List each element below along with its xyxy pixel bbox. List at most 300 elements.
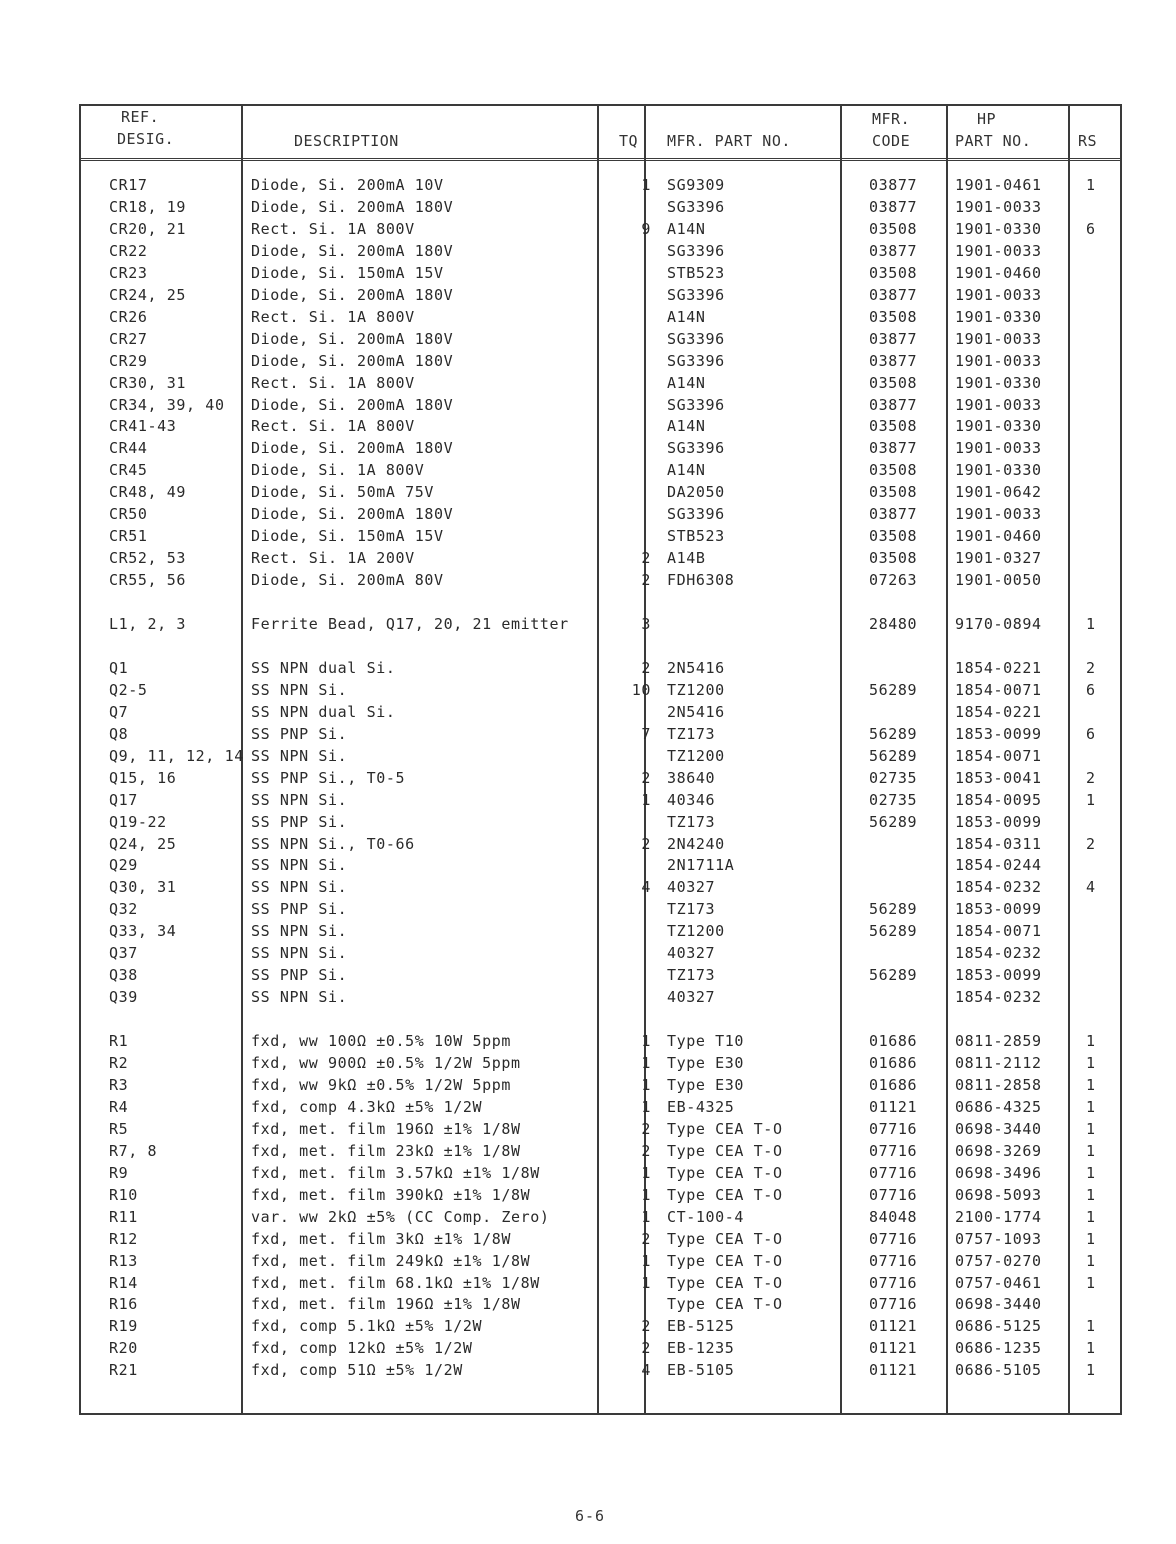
cell-mfr-part-no: SG3396 [667,285,725,304]
cell-hp-part-no: 0811-2858 [955,1075,1042,1094]
cell-rs: 1 [1086,176,1096,194]
cell-ref: CR30, 31 [109,373,187,392]
cell-hp-part-no: 1854-0071 [955,746,1042,765]
cell-mfr-part-no: SG3396 [667,351,725,370]
cell-ref: Q37 [109,944,138,963]
cell-hp-part-no: 1854-0232 [955,878,1042,897]
cell-ref: CR44 [109,439,148,458]
cell-ref: CR51 [109,527,148,546]
cell-description: SS PNP Si. [251,724,348,743]
cell-description: SS NPN Si., T0-66 [251,834,415,853]
cell-mfr-part-no: 38640 [667,768,716,787]
cell-ref: CR41-43 [109,417,177,436]
cell-mfr-code: 07716 [869,1163,918,1182]
cell-tq: 1 [641,1075,651,1094]
cell-ref: R1 [109,1032,129,1051]
cell-ref: CR20, 21 [109,219,187,238]
cell-description: fxd, met. film 3kΩ ±1% 1/8W [251,1229,512,1248]
cell-ref: CR18, 19 [109,197,187,216]
cell-ref: R11 [109,1207,138,1226]
header-mfr-part-no: MFR. PART NO. [667,132,791,150]
cell-mfr-part-no: SG3396 [667,395,725,414]
cell-mfr-part-no: 40327 [667,944,716,963]
cell-tq: 1 [641,1032,651,1051]
cell-tq: 2 [641,1229,651,1248]
cell-mfr-code: 07716 [869,1273,918,1292]
cell-tq: 1 [641,1185,651,1204]
cell-hp-part-no: 1854-0071 [955,680,1042,699]
cell-hp-part-no: 0757-0461 [955,1273,1042,1292]
cell-ref: R3 [109,1075,129,1094]
cell-ref: CR50 [109,505,148,524]
cell-rs: 2 [1086,768,1096,787]
cell-description: SS NPN Si. [251,680,348,699]
cell-rs: 1 [1086,1317,1096,1336]
cell-ref: R13 [109,1251,138,1270]
cell-description: Diode, Si. 200mA 180V [251,197,454,216]
cell-hp-part-no: 1901-0327 [955,549,1042,568]
cell-mfr-code: 02735 [869,768,918,787]
cell-description: Diode, Si. 200mA 180V [251,241,454,260]
cell-ref: CR23 [109,263,148,282]
cell-hp-part-no: 0686-5125 [955,1317,1042,1336]
cell-mfr-code: 07716 [869,1251,918,1270]
cell-mfr-code: 56289 [869,966,918,985]
cell-hp-part-no: 0686-1235 [955,1339,1042,1358]
cell-hp-part-no: 1854-0071 [955,922,1042,941]
cell-ref: CR48, 49 [109,483,187,502]
cell-hp-part-no: 0698-3440 [955,1295,1042,1314]
cell-mfr-part-no: SG3396 [667,329,725,348]
cell-ref: Q9, 11, 12, 14 [109,746,244,765]
cell-hp-part-no: 0698-3496 [955,1163,1042,1182]
cell-tq: 2 [641,1141,651,1160]
cell-description: Diode, Si. 1A 800V [251,461,425,480]
cell-ref: CR34, 39, 40 [109,395,225,414]
header-rule [81,158,1120,161]
cell-hp-part-no: 1853-0041 [955,768,1042,787]
cell-mfr-code: 03877 [869,197,918,216]
cell-ref: Q30, 31 [109,878,177,897]
cell-ref: CR17 [109,176,148,194]
cell-description: Rect. Si. 1A 800V [251,373,415,392]
cell-tq: 7 [641,724,651,743]
cell-mfr-part-no: DA2050 [667,483,725,502]
cell-mfr-part-no: Type CEA T-O [667,1185,783,1204]
cell-mfr-code: 03877 [869,176,918,194]
cell-mfr-part-no: 40327 [667,988,716,1007]
cell-mfr-part-no: EB-5105 [667,1361,735,1380]
header-tq: TQ [619,132,639,150]
cell-mfr-part-no: TZ173 [667,966,716,985]
cell-hp-part-no: 1901-0330 [955,219,1042,238]
cell-description: SS NPN dual Si. [251,658,396,677]
cell-description: Rect. Si. 1A 800V [251,417,415,436]
cell-tq: 9 [641,219,651,238]
cell-mfr-part-no: SG3396 [667,439,725,458]
cell-mfr-part-no: Type T10 [667,1032,745,1051]
cell-rs: 1 [1086,1229,1096,1248]
cell-mfr-code: 01686 [869,1054,918,1072]
cell-description: SS PNP Si., T0-5 [251,768,406,787]
header-mfr-line1: MFR. [872,110,911,128]
cell-description: fxd, comp 12kΩ ±5% 1/2W [251,1339,473,1358]
cell-ref: Q1 [109,658,129,677]
header-mfr-code [872,108,910,152]
cell-description: Diode, Si. 200mA 10V [251,176,444,194]
cell-hp-part-no: 0686-5105 [955,1361,1042,1380]
cell-mfr-part-no: SG3396 [667,197,725,216]
cell-ref: R4 [109,1097,129,1116]
cell-mfr-part-no: Type CEA T-O [667,1119,783,1138]
cell-hp-part-no: 1853-0099 [955,812,1042,831]
cell-description: Rect. Si. 1A 200V [251,549,415,568]
cell-mfr-part-no: EB-5125 [667,1317,735,1336]
cell-hp-part-no: 1901-0050 [955,571,1042,590]
cell-tq: 2 [641,768,651,787]
cell-hp-part-no: 9170-0894 [955,615,1042,633]
cell-description: SS NPN Si. [251,856,348,875]
cell-ref: CR22 [109,241,148,260]
cell-hp-part-no: 1853-0099 [955,724,1042,743]
header-mfr-line2: CODE [872,132,911,150]
cell-tq: 4 [641,1361,651,1380]
cell-mfr-code: 03508 [869,527,918,546]
cell-hp-part-no: 0811-2859 [955,1032,1042,1051]
cell-mfr-part-no: STB523 [667,263,725,282]
cell-mfr-code: 03877 [869,329,918,348]
cell-mfr-part-no: 2N4240 [667,834,725,853]
cell-description: Diode, Si. 200mA 180V [251,351,454,370]
cell-mfr-code: 56289 [869,724,918,743]
cell-mfr-code: 01121 [869,1361,918,1380]
cell-ref: R12 [109,1229,138,1248]
cell-hp-part-no: 0757-1093 [955,1229,1042,1248]
cell-mfr-part-no: A14N [667,307,706,326]
cell-mfr-part-no: Type CEA T-O [667,1273,783,1292]
cell-ref: R5 [109,1119,129,1138]
cell-ref: R2 [109,1054,129,1072]
cell-rs: 1 [1086,1273,1096,1292]
cell-mfr-code: 03508 [869,461,918,480]
cell-tq: 4 [641,878,651,897]
cell-ref: Q7 [109,702,129,721]
cell-ref: CR52, 53 [109,549,187,568]
cell-description: fxd, comp 5.1kΩ ±5% 1/2W [251,1317,483,1336]
cell-description: SS NPN Si. [251,922,348,941]
cell-ref: CR27 [109,329,148,348]
cell-hp-part-no: 2100-1774 [955,1207,1042,1226]
cell-description: SS NPN Si. [251,944,348,963]
cell-description: Diode, Si. 200mA 180V [251,285,454,304]
cell-description: Diode, Si. 150mA 15V [251,527,444,546]
cell-mfr-part-no: EB-1235 [667,1339,735,1358]
cell-tq: 2 [641,571,651,590]
page-number: 6-6 [575,1507,606,1525]
cell-description: Diode, Si. 200mA 180V [251,395,454,414]
cell-hp-part-no: 1854-0232 [955,988,1042,1007]
cell-mfr-part-no: FDH6308 [667,571,735,590]
cell-description: SS NPN Si. [251,878,348,897]
cell-hp-part-no: 1901-0642 [955,483,1042,502]
cell-description: var. ww 2kΩ ±5% (CC Comp. Zero) [251,1207,550,1226]
cell-description: fxd, met. film 196Ω ±1% 1/8W [251,1295,521,1314]
cell-rs: 6 [1086,680,1096,699]
cell-hp-part-no: 1901-0461 [955,176,1042,194]
cell-mfr-code: 03877 [869,241,918,260]
cell-mfr-code: 03877 [869,395,918,414]
cell-mfr-code: 01121 [869,1097,918,1116]
cell-mfr-part-no: TZ1200 [667,922,725,941]
cell-hp-part-no: 0811-2112 [955,1054,1042,1072]
cell-description: SS PNP Si. [251,900,348,919]
cell-mfr-part-no: SG9309 [667,176,725,194]
header-ref-line2: DESIG. [117,130,175,148]
cell-mfr-part-no: TZ173 [667,900,716,919]
cell-hp-part-no: 1901-0033 [955,329,1042,348]
cell-ref: R19 [109,1317,138,1336]
cell-mfr-part-no: CT-100-4 [667,1207,745,1226]
cell-hp-part-no: 1853-0099 [955,966,1042,985]
cell-mfr-part-no: EB-4325 [667,1097,735,1116]
cell-mfr-part-no: Type E30 [667,1075,745,1094]
cell-mfr-part-no: 2N5416 [667,702,725,721]
cell-hp-part-no: 1901-0330 [955,461,1042,480]
cell-ref: R10 [109,1185,138,1204]
cell-rs: 1 [1086,1339,1096,1358]
cell-hp-part-no: 1901-0330 [955,307,1042,326]
cell-rs: 1 [1086,1119,1096,1138]
cell-hp-part-no: 0698-3269 [955,1141,1042,1160]
header-hp-line2: PART NO. [955,132,1032,150]
cell-mfr-code: 84048 [869,1207,918,1226]
cell-mfr-code: 03508 [869,483,918,502]
cell-description: fxd, ww 100Ω ±0.5% 10W 5ppm [251,1032,512,1051]
cell-mfr-code: 07716 [869,1295,918,1314]
cell-mfr-code: 56289 [869,746,918,765]
cell-rs: 6 [1086,724,1096,743]
cell-description: SS NPN Si. [251,790,348,809]
cell-ref: R21 [109,1361,138,1380]
cell-tq: 1 [641,1251,651,1270]
cell-ref: L1, 2, 3 [109,615,187,633]
column-divider [946,106,948,1413]
column-divider [840,106,842,1413]
cell-tq: 2 [641,834,651,853]
cell-ref: R16 [109,1295,138,1314]
cell-description: Ferrite Bead, Q17, 20, 21 emitter [251,615,569,633]
cell-tq: 1 [641,1163,651,1182]
cell-hp-part-no: 1901-0033 [955,351,1042,370]
cell-mfr-part-no: Type CEA T-O [667,1163,783,1182]
cell-rs: 1 [1086,1251,1096,1270]
cell-mfr-code: 03508 [869,307,918,326]
parts-list-table [79,104,1122,1415]
cell-mfr-part-no: STB523 [667,527,725,546]
cell-hp-part-no: 1854-0232 [955,944,1042,963]
cell-mfr-code: 07716 [869,1119,918,1138]
column-divider [1068,106,1070,1413]
cell-mfr-code: 01686 [869,1032,918,1051]
cell-rs: 6 [1086,219,1096,238]
cell-mfr-code: 01121 [869,1317,918,1336]
header-hp-part-no [955,108,1031,152]
cell-description: SS NPN Si. [251,746,348,765]
cell-tq: 2 [641,1339,651,1358]
cell-mfr-code: 07716 [869,1141,918,1160]
cell-mfr-code: 03508 [869,219,918,238]
cell-tq: 1 [641,1097,651,1116]
cell-description: fxd, met. film 390kΩ ±1% 1/8W [251,1185,531,1204]
cell-hp-part-no: 1854-0244 [955,856,1042,875]
cell-description: Diode, Si. 200mA 180V [251,329,454,348]
cell-ref: Q8 [109,724,129,743]
cell-rs: 2 [1086,658,1096,677]
cell-mfr-part-no: A14N [667,461,706,480]
cell-ref: Q32 [109,900,138,919]
cell-mfr-part-no: Type CEA T-O [667,1295,783,1314]
cell-rs: 1 [1086,1054,1096,1072]
cell-rs: 1 [1086,1141,1096,1160]
cell-mfr-part-no: TZ1200 [667,680,725,699]
cell-ref: Q19-22 [109,812,167,831]
cell-hp-part-no: 1854-0221 [955,702,1042,721]
header-description: DESCRIPTION [294,132,399,150]
cell-hp-part-no: 1854-0311 [955,834,1042,853]
cell-ref: R14 [109,1273,138,1292]
cell-mfr-part-no: A14N [667,417,706,436]
column-divider [597,106,599,1413]
cell-hp-part-no: 1901-0033 [955,241,1042,260]
cell-tq: 1 [641,1054,651,1072]
cell-mfr-part-no: 40346 [667,790,716,809]
cell-mfr-code: 03508 [869,417,918,436]
cell-mfr-code: 56289 [869,680,918,699]
cell-description: Diode, Si. 200mA 180V [251,505,454,524]
cell-hp-part-no: 1901-0460 [955,263,1042,282]
cell-tq: 2 [641,1317,651,1336]
cell-rs: 1 [1086,1075,1096,1094]
cell-description: fxd, ww 900Ω ±0.5% 1/2W 5ppm [251,1054,521,1072]
cell-description: fxd, comp 51Ω ±5% 1/2W [251,1361,463,1380]
cell-rs: 1 [1086,615,1096,633]
cell-mfr-part-no: 2N1711A [667,856,735,875]
cell-tq: 10 [631,680,651,699]
cell-ref: R9 [109,1163,129,1182]
cell-mfr-code: 03508 [869,373,918,392]
cell-ref: CR45 [109,461,148,480]
cell-hp-part-no: 0698-5093 [955,1185,1042,1204]
cell-ref: Q17 [109,790,138,809]
cell-rs: 1 [1086,1207,1096,1226]
cell-ref: Q15, 16 [109,768,177,787]
cell-mfr-part-no: TZ1200 [667,746,725,765]
cell-description: Diode, Si. 150mA 15V [251,263,444,282]
cell-mfr-code: 01686 [869,1075,918,1094]
cell-description: fxd, met. film 23kΩ ±1% 1/8W [251,1141,521,1160]
cell-mfr-code: 03508 [869,549,918,568]
cell-mfr-code: 07263 [869,571,918,590]
cell-mfr-code: 03877 [869,351,918,370]
cell-hp-part-no: 1901-0033 [955,395,1042,414]
cell-hp-part-no: 1854-0095 [955,790,1042,809]
cell-rs: 1 [1086,1361,1096,1380]
cell-description: Rect. Si. 1A 800V [251,307,415,326]
cell-ref: R7, 8 [109,1141,158,1160]
cell-ref: Q24, 25 [109,834,177,853]
cell-mfr-part-no: SG3396 [667,241,725,260]
cell-rs: 1 [1086,1163,1096,1182]
cell-hp-part-no: 1901-0033 [955,505,1042,524]
cell-ref: CR26 [109,307,148,326]
cell-rs: 1 [1086,1185,1096,1204]
cell-mfr-part-no: A14N [667,219,706,238]
cell-description: fxd, ww 9kΩ ±0.5% 1/2W 5ppm [251,1075,512,1094]
cell-ref: Q29 [109,856,138,875]
cell-tq: 2 [641,1119,651,1138]
header-hp-line1: HP [977,110,997,128]
cell-hp-part-no: 1901-0033 [955,285,1042,304]
cell-hp-part-no: 1901-0033 [955,197,1042,216]
cell-mfr-part-no: Type CEA T-O [667,1141,783,1160]
cell-hp-part-no: 0698-3440 [955,1119,1042,1138]
cell-rs: 4 [1086,878,1096,897]
cell-mfr-code: 03877 [869,505,918,524]
cell-mfr-part-no: Type E30 [667,1054,745,1072]
cell-hp-part-no: 1854-0221 [955,658,1042,677]
cell-description: SS PNP Si. [251,966,348,985]
cell-hp-part-no: 1901-0033 [955,439,1042,458]
cell-mfr-part-no: 40327 [667,878,716,897]
cell-mfr-part-no: A14N [667,373,706,392]
cell-description: Diode, Si. 200mA 80V [251,571,444,590]
cell-description: fxd, met. film 68.1kΩ ±1% 1/8W [251,1273,540,1292]
cell-hp-part-no: 0686-4325 [955,1097,1042,1116]
cell-hp-part-no: 0757-0270 [955,1251,1042,1270]
cell-mfr-part-no: A14B [667,549,706,568]
cell-description: fxd, comp 4.3kΩ ±5% 1/2W [251,1097,483,1116]
cell-ref: R20 [109,1339,138,1358]
cell-description: Diode, Si. 50mA 75V [251,483,434,502]
cell-mfr-code: 56289 [869,812,918,831]
header-rs: RS [1078,132,1098,150]
cell-mfr-part-no: 2N5416 [667,658,725,677]
cell-ref: CR29 [109,351,148,370]
cell-mfr-code: 03877 [869,439,918,458]
cell-ref: CR55, 56 [109,571,187,590]
cell-description: Diode, Si. 200mA 180V [251,439,454,458]
cell-mfr-code: 02735 [869,790,918,809]
cell-hp-part-no: 1901-0460 [955,527,1042,546]
cell-mfr-code: 07716 [869,1185,918,1204]
cell-mfr-code: 01121 [869,1339,918,1358]
cell-mfr-code: 56289 [869,900,918,919]
cell-rs: 1 [1086,790,1096,809]
cell-tq: 1 [641,1207,651,1226]
cell-rs: 1 [1086,1097,1096,1116]
cell-tq: 1 [641,176,651,194]
cell-description: SS NPN Si. [251,988,348,1007]
cell-mfr-part-no: SG3396 [667,505,725,524]
header-ref-line1: REF. [121,108,160,126]
cell-description: fxd, met. film 249kΩ ±1% 1/8W [251,1251,531,1270]
cell-ref: CR24, 25 [109,285,187,304]
cell-hp-part-no: 1853-0099 [955,900,1042,919]
cell-ref: Q33, 34 [109,922,177,941]
cell-mfr-part-no: Type CEA T-O [667,1229,783,1248]
cell-rs: 2 [1086,834,1096,853]
cell-mfr-part-no: TZ173 [667,812,716,831]
